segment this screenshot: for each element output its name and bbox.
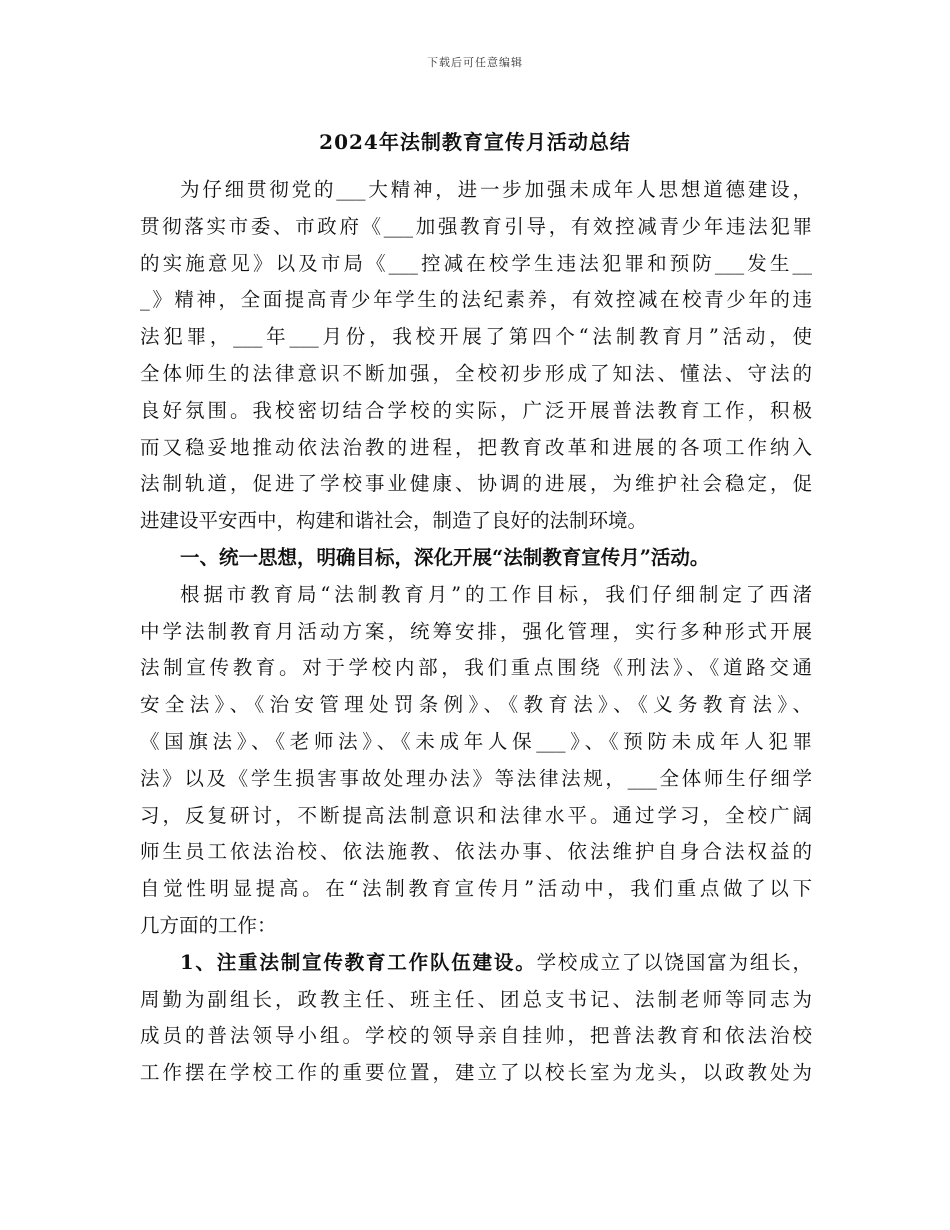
section1-line: 法》以及《学生损害事故处理办法》等法律法规，___全体师生仔细学	[140, 766, 812, 790]
item1-first-line	[140, 945, 812, 982]
item1-line: 工作摆在学校工作的重要位置，建立了以校长室为龙头，以政教处为	[140, 1061, 812, 1085]
section1-line: 法制宣传教育。对于学校内部，我们重点围绕《刑法》、《道路交通	[140, 656, 812, 680]
intro-line: 法犯罪，___年___月份，我校开展了第四个“法制教育月”活动，使	[140, 325, 812, 349]
section1-line: 自觉性明显提高。在“法制教育宣传月”活动中，我们重点做了以下	[140, 877, 812, 901]
document-title: 2024年法制教育宣传月活动总结	[319, 130, 631, 154]
section1-line: 习，反复研讨，不断提高法制意识和法律水平。通过学习，全校广阔	[140, 803, 812, 827]
section1-line: 根据市教育局“法制教育月”的工作目标，我们仔细制定了西渚	[180, 582, 812, 606]
section1-line: 几方面的工作：	[140, 913, 277, 937]
intro-line: _》精神，全面提高青少年学生的法纪素养，有效控减在校青少年的违	[140, 288, 812, 312]
section1-line: 师生员工依法治校、依法施教、依法办事、依法维护自身合法权益的	[140, 840, 812, 864]
item1-line: 成员的普法领导小组。学校的领导亲自挂帅，把普法教育和依法治校	[140, 1024, 812, 1048]
item1-line: 周勤为副组长，政教主任、班主任、团总支书记、法制老师等同志为	[140, 987, 812, 1011]
intro-line: 法制轨道，促进了学校事业健康、协调的进展，为维护社会稳定，促	[140, 472, 812, 496]
intro-line: 贯彻落实市委、市政府《___加强教育引导，有效控减青少年违法犯罪	[140, 214, 812, 238]
intro-line: 而又稳妥地推动依法治教的进程，把教育改革和进展的各项工作纳入	[140, 435, 812, 459]
item1-heading: 1、注重法制宣传教育工作队伍建设。	[180, 950, 537, 974]
intro-line: 进建设平安西中，构建和谐社会，制造了良好的法制环境。	[140, 509, 648, 533]
document-body	[140, 172, 812, 1092]
intro-line: 为仔细贯彻党的___大精神，进一步加强未成年人思想道德建设，	[180, 178, 812, 201]
section-heading: 一、统一思想，明确目标，深化开展“法制教育宣传月”活动。	[180, 545, 710, 569]
item1-first-rest: 学校成立了以饶国富为组长，	[536, 950, 812, 974]
header-note: 下载后可任意编辑	[427, 56, 523, 69]
section1-line: 《国旗法》、《老师法》、《未成年人保___》、《预防未成年人犯罪	[140, 729, 812, 753]
section1-line: 中学法制教育月活动方案，统筹安排，强化管理，实行多种形式开展	[140, 619, 812, 643]
intro-line: 良好氛围。我校密切结合学校的实际，广泛开展普法教育工作，积极	[140, 398, 812, 422]
intro-line: 的实施意见》以及市局《___控减在校学生违法犯罪和预防___发生__	[140, 251, 812, 275]
section1-line: 安全法》、《治安管理处罚条例》、《教育法》、《义务教育法》、	[140, 693, 812, 717]
intro-line: 全体师生的法律意识不断加强，全校初步形成了知法、懂法、守法的	[140, 361, 812, 385]
